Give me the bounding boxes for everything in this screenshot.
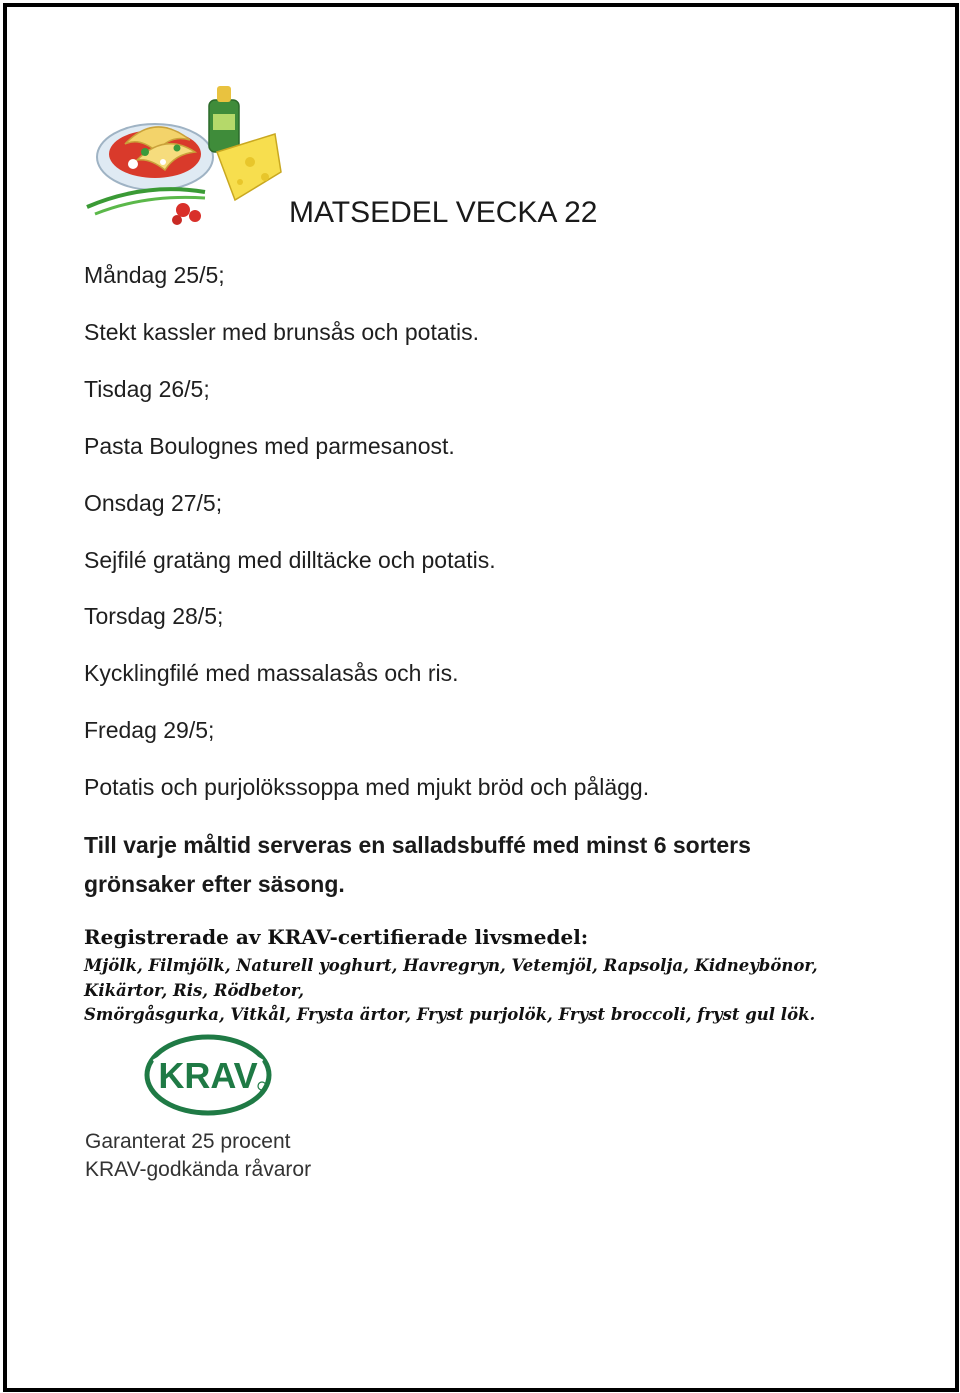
day-label: Torsdag 28/5; — [84, 603, 224, 629]
day-label: Fredag 29/5; — [84, 717, 215, 743]
dish-text: Stekt kassler med brunsås och potatis. — [84, 319, 480, 345]
krav-logo-text: KRAV — [158, 1055, 258, 1096]
dish-text: Kycklingfilé med massalasås och ris. — [84, 660, 459, 686]
day-label: Onsdag 27/5; — [84, 490, 223, 516]
krav-list-line: Mjölk, Filmjölk, Naturell yoghurt, Havregryn, Vetemjöl, Rapsolja, Kidneybönor, — [84, 956, 818, 975]
day-label: Måndag 25/5; — [84, 262, 225, 288]
guarantee-line: Garanterat 25 procent — [85, 1130, 291, 1153]
food-illustration — [85, 82, 285, 227]
krav-list-line: Kikärtor, Ris, Rödbetor, — [84, 980, 304, 1000]
krav-heading: Registrerade av KRAV-certifierade livsmedel: — [84, 925, 589, 949]
guarantee-line: KRAV-godkända råvaror — [85, 1158, 312, 1181]
dish-text: Pasta Boulognes med parmesanost. — [84, 433, 455, 459]
dish-text: Sejfilé gratäng med dilltäcke och potatis. — [84, 547, 496, 573]
page-title: MATSEDEL VECKA 22 — [289, 196, 598, 229]
krav-list — [84, 954, 818, 1028]
day-label: Tisdag 26/5; — [84, 376, 210, 402]
dish-text: Potatis och purjolökssoppa med mjukt bröd och pålägg. — [84, 774, 650, 800]
salad-note: Till varje måltid serveras en salladsbuffé med minst 6 sorters grönsaker efter säsong. — [84, 832, 751, 897]
krav-logo — [144, 1034, 272, 1116]
krav-list-line: Smörgåsgurka, Vitkål, Frysta ärtor, Fryst purjolök, Fryst broccoli, fryst gul lök. — [84, 1005, 816, 1024]
